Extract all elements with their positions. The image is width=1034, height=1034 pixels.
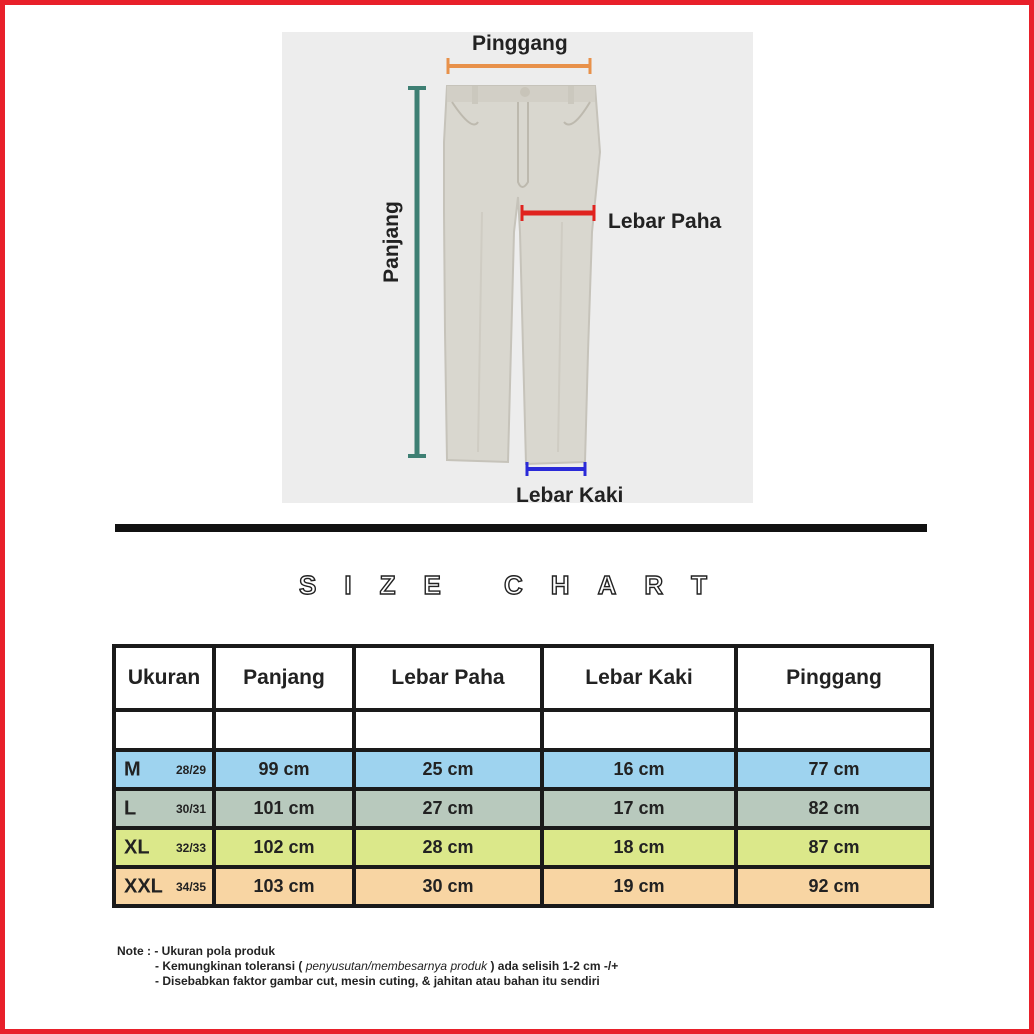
note-text-1: Ukuran pola produk: [161, 944, 276, 958]
pants-photo: [282, 32, 753, 503]
size-code: 34/35: [175, 879, 206, 894]
blank-cell: [542, 710, 736, 750]
size-name: XXL: [124, 875, 163, 897]
blank-row: [114, 710, 932, 750]
divider-rule: [115, 524, 927, 532]
note-text-2a: - Kemungkinan toleransi (: [155, 959, 306, 973]
table-row: [114, 750, 932, 789]
kaki-cell: 19 cm: [542, 867, 736, 906]
panjang-cell: 102 cm: [214, 828, 354, 867]
size-table: [112, 644, 934, 908]
panjang-cell: 101 cm: [214, 789, 354, 828]
size-name: M: [124, 758, 141, 780]
waist-label: Pinggang: [472, 32, 568, 55]
table-row: [114, 789, 932, 828]
paha-cell: 28 cm: [354, 828, 542, 867]
note-line-1: [117, 944, 618, 959]
size-cell: [114, 789, 214, 828]
note-prefix: Note : -: [117, 944, 162, 958]
leg-label: Lebar Kaki: [516, 484, 624, 507]
size-code: 30/31: [175, 801, 206, 816]
note-line-2: [117, 959, 618, 974]
size-code: 28/29: [175, 762, 206, 777]
panjang-cell: 103 cm: [214, 867, 354, 906]
note-text-3: - Disebabkan faktor gambar cut, mesin cuting, & jahitan atau bahan itu sendiri: [155, 974, 600, 988]
table-header-row: [114, 646, 932, 710]
header-ukuran: Ukuran: [114, 646, 214, 710]
blank-cell: [736, 710, 932, 750]
blank-cell: [354, 710, 542, 750]
table-row: [114, 867, 932, 906]
note-line-3: [117, 974, 618, 989]
size-chart-title: SIZE CHART: [299, 570, 735, 600]
size-cell: [114, 828, 214, 867]
pinggang-cell: 92 cm: [736, 867, 932, 906]
paha-cell: 27 cm: [354, 789, 542, 828]
size-cell: [114, 867, 214, 906]
paha-cell: 30 cm: [354, 867, 542, 906]
size-name: L: [124, 797, 137, 819]
note-text-2b: penyusutan/membesarnya produk: [305, 959, 488, 973]
length-label: Panjang: [380, 201, 403, 283]
paha-cell: 25 cm: [354, 750, 542, 789]
blank-cell: [214, 710, 354, 750]
header-lebar-paha: Lebar Paha: [354, 646, 542, 710]
size-name: XL: [124, 836, 150, 858]
pinggang-cell: 87 cm: [736, 828, 932, 867]
kaki-cell: 18 cm: [542, 828, 736, 867]
kaki-cell: 16 cm: [542, 750, 736, 789]
thigh-label: Lebar Paha: [608, 210, 722, 233]
pinggang-cell: 77 cm: [736, 750, 932, 789]
table-row: [114, 828, 932, 867]
blank-cell: [114, 710, 214, 750]
note-text-2c: ) ada selisih 1-2 cm -/+: [487, 959, 619, 973]
header-lebar-kaki: Lebar Kaki: [542, 646, 736, 710]
header-pinggang: Pinggang: [736, 646, 932, 710]
pants-illustration: [282, 32, 753, 503]
note-block: [117, 944, 618, 989]
size-code: 32/33: [175, 840, 206, 855]
kaki-cell: 17 cm: [542, 789, 736, 828]
header-panjang: Panjang: [214, 646, 354, 710]
size-cell: [114, 750, 214, 789]
panjang-cell: 99 cm: [214, 750, 354, 789]
pinggang-cell: 82 cm: [736, 789, 932, 828]
